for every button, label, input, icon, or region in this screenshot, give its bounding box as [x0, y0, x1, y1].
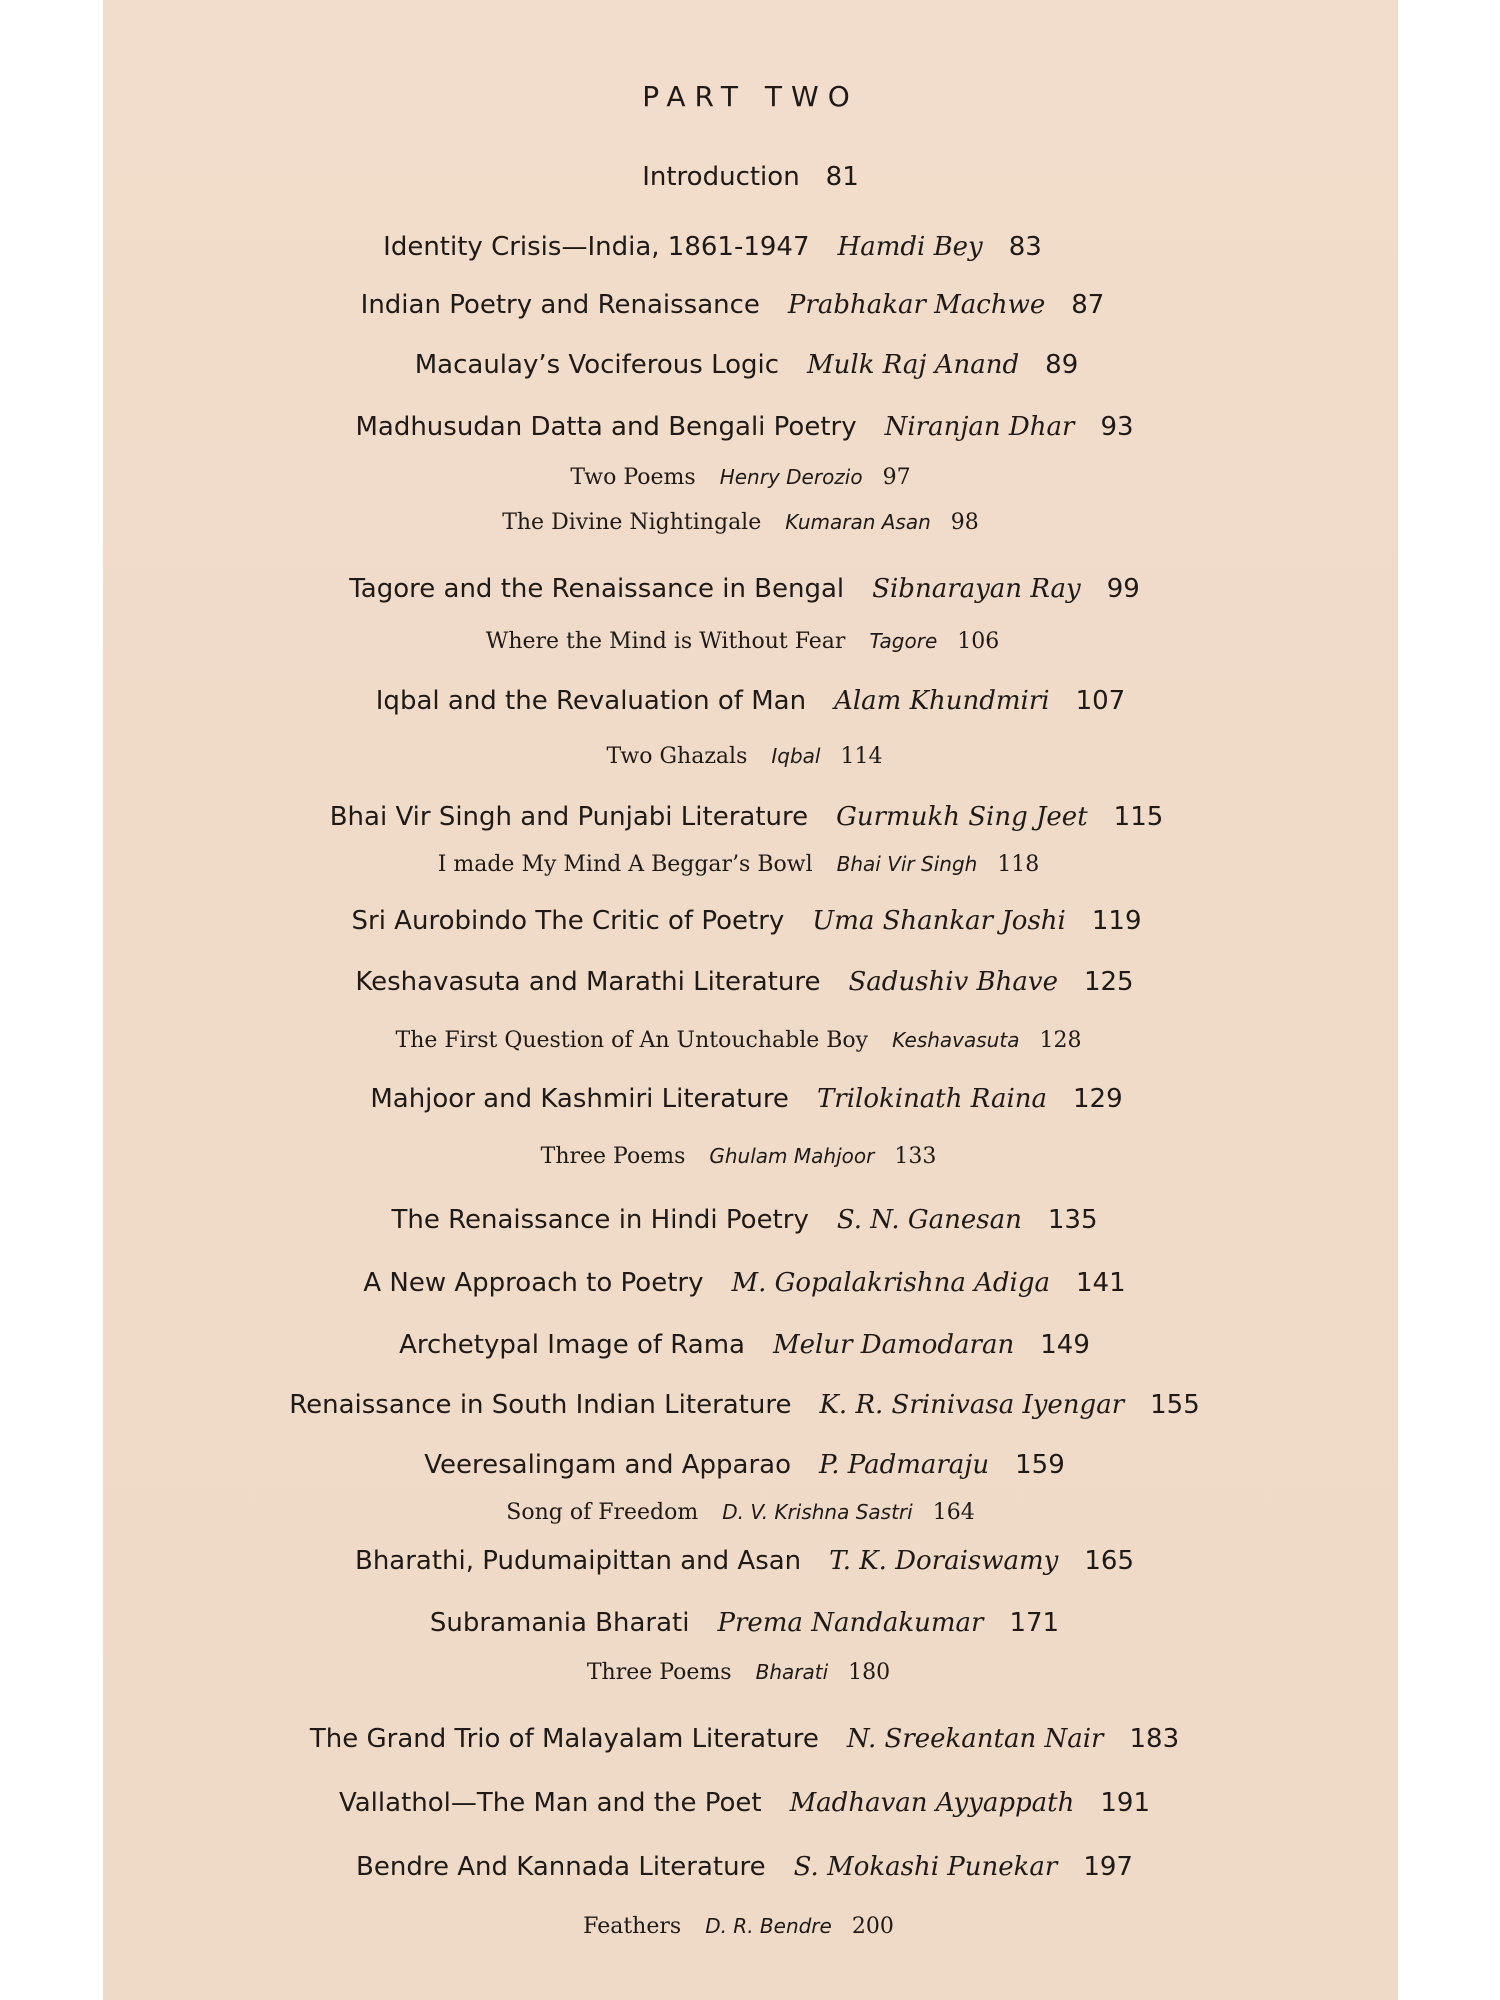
entry-title: Two Poems	[570, 465, 696, 490]
entry-author: Hamdi Bey	[837, 232, 983, 262]
entry-page: 165	[1084, 1546, 1135, 1576]
toc-entry	[97, 1330, 1392, 1360]
entry-title: Bhai Vir Singh and Punjabi Literature	[329, 802, 809, 832]
entry-page: 93	[1100, 412, 1134, 442]
toc-entry	[97, 1450, 1392, 1480]
entry-author: D. V. Krishna Sastri	[722, 1500, 913, 1524]
book-page	[103, 0, 1398, 2000]
entry-page: 191	[1100, 1788, 1150, 1818]
entry-author: Mulk Raj Anand	[807, 350, 1020, 380]
toc-entry	[97, 1268, 1392, 1298]
entry-page: 118	[997, 852, 1040, 877]
entry-author: Trilokinath Raina	[816, 1084, 1048, 1114]
entry-page: 114	[840, 744, 883, 769]
entry-author: M. Gopalakrishna Adiga	[731, 1268, 1050, 1298]
entry-author: Uma Shankar Joshi	[812, 906, 1066, 936]
entry-title: I made My Mind A Beggar’s Bowl	[437, 852, 813, 877]
toc-entry	[97, 744, 1392, 769]
entry-author: T. K. Doraiswamy	[829, 1546, 1059, 1576]
entry-title: Three Poems	[540, 1144, 686, 1169]
entry-author: Niranjan Dhar	[884, 412, 1075, 442]
entry-title: Sri Aurobindo The Critic of Poetry	[351, 906, 785, 936]
entry-author: Ghulam Mahjoor	[709, 1144, 875, 1168]
toc-entry	[97, 1205, 1392, 1235]
entry-title: Keshavasuta and Marathi Literature	[355, 967, 821, 997]
entry-author: K. R. Srinivasa Iyengar	[819, 1390, 1125, 1420]
entry-title: The Grand Trio of Malayalam Literature	[309, 1724, 819, 1754]
entry-author: Kumaran Asan	[785, 510, 931, 534]
entry-page: 125	[1083, 967, 1134, 997]
toc-entry	[97, 412, 1392, 442]
entry-page: 83	[1008, 232, 1042, 262]
entry-author: Tagore	[869, 629, 938, 653]
toc-entry	[91, 852, 1386, 877]
entry-page: 183	[1129, 1724, 1180, 1754]
entry-title: Madhusudan Datta and Bengali Poetry	[355, 412, 857, 442]
entry-page: 200	[851, 1914, 894, 1939]
entry-page: 149	[1040, 1330, 1090, 1360]
toc-entry	[91, 1914, 1386, 1939]
entry-title: Two Ghazals	[606, 744, 748, 769]
toc-entry	[99, 350, 1394, 380]
entry-page: 129	[1073, 1084, 1123, 1114]
entry-title: The First Question of An Untouchable Boy	[395, 1028, 869, 1053]
entry-author: P. Padmaraju	[818, 1450, 990, 1480]
toc-entry	[97, 1608, 1392, 1638]
toc-entry	[97, 574, 1392, 604]
entry-page: 159	[1015, 1450, 1065, 1480]
entry-title: Archetypal Image of Rama	[399, 1330, 745, 1360]
toc-entry	[91, 1660, 1386, 1685]
entry-author: Gurmukh Sing Jeet	[836, 802, 1088, 832]
toc-entry	[97, 967, 1392, 997]
entry-author: Sadushiv Bhave	[848, 967, 1058, 997]
entry-author: Bharati	[755, 1660, 829, 1684]
entry-page: 98	[950, 510, 979, 535]
entry-author: Prabhakar Machwe	[787, 290, 1046, 320]
entry-author: Henry Derozio	[719, 465, 863, 489]
entry-author: Bhai Vir Singh	[836, 852, 978, 876]
entry-page: 119	[1091, 906, 1142, 936]
entry-page: 97	[882, 465, 911, 490]
entry-author: N. Sreekantan Nair	[846, 1724, 1104, 1754]
entry-page: 197	[1083, 1852, 1133, 1882]
entry-author: Sibnarayan Ray	[872, 574, 1081, 604]
entry-title: Bharathi, Pudumaipittan and Asan	[354, 1546, 802, 1576]
entry-author: Keshavasuta	[892, 1028, 1020, 1052]
part-title: PART TWO	[642, 80, 859, 113]
toc-entry	[95, 629, 1390, 654]
toc-entry	[97, 1546, 1392, 1576]
entry-title: The Renaissance in Hindi Poetry	[391, 1205, 809, 1235]
entry-title: Mahjoor and Kashmiri Literature	[370, 1084, 789, 1114]
entry-title: Subramania Bharati	[429, 1608, 690, 1638]
entry-page: 164	[932, 1500, 975, 1525]
entry-page: 87	[1071, 290, 1105, 320]
entry-title: Macaulay’s Vociferous Logic	[414, 350, 780, 380]
entry-author: Alam Khundmiri	[834, 686, 1050, 716]
entry-page: 141	[1075, 1268, 1126, 1298]
entry-title: Iqbal and the Revaluation of Man	[375, 686, 807, 716]
toc-entry	[93, 465, 1388, 490]
entry-page: 135	[1047, 1205, 1098, 1235]
toc-entry	[97, 1390, 1392, 1420]
entry-title: Feathers	[583, 1914, 682, 1939]
entry-title: A New Approach to Poetry	[363, 1268, 704, 1298]
entry-page: 171	[1009, 1608, 1060, 1638]
toc-entry	[97, 1724, 1392, 1754]
entry-title: Bendre And Kannada Literature	[356, 1852, 766, 1882]
entry-title: Renaissance in South Indian Literature	[289, 1390, 792, 1420]
entry-title: Three Poems	[586, 1660, 732, 1685]
entry-title: Identity Crisis—India, 1861-1947	[383, 232, 810, 262]
toc-entry	[91, 1144, 1386, 1169]
entry-author: Prema Nandakumar	[717, 1608, 984, 1638]
entry-author: S. Mokashi Punekar	[793, 1852, 1058, 1882]
entry-author: Melur Damodaran	[773, 1330, 1015, 1360]
entry-page: 155	[1150, 1390, 1200, 1420]
toc-entry	[91, 1028, 1386, 1053]
entry-author: D. R. Bendre	[705, 1914, 832, 1938]
toc-entry	[99, 906, 1394, 936]
toc-entry	[99, 1084, 1394, 1114]
entry-author: S. N. Ganesan	[836, 1205, 1022, 1235]
entry-page: 107	[1075, 686, 1126, 716]
toc-entry	[97, 1788, 1392, 1818]
entry-author: Madhavan Ayyappath	[789, 1788, 1075, 1818]
toc-entry	[85, 290, 1380, 320]
toc-entry	[93, 1500, 1388, 1525]
entry-page: 99	[1106, 574, 1140, 604]
entry-title: Song of Freedom	[506, 1500, 699, 1525]
entry-page: 89	[1045, 350, 1079, 380]
entry-title: Introduction	[642, 162, 800, 192]
toc-entry	[103, 686, 1398, 716]
toc-entry	[99, 802, 1394, 832]
entry-page: 128	[1039, 1028, 1082, 1053]
entry-title: Tagore and the Renaissance in Bengal	[349, 574, 845, 604]
toc-entry	[93, 510, 1388, 535]
entry-page: 180	[848, 1660, 891, 1685]
entry-page: 115	[1113, 802, 1164, 832]
entry-page: 106	[957, 629, 1000, 654]
toc-entry	[97, 1852, 1392, 1882]
toc-entry	[65, 232, 1360, 262]
entry-title: Where the Mind is Without Fear	[485, 629, 846, 654]
entry-title: Indian Poetry and Renaissance	[360, 290, 760, 320]
toc-entry-introduction	[103, 162, 1398, 192]
entry-title: The Divine Nightingale	[502, 510, 762, 535]
entry-author: Iqbal	[771, 744, 821, 768]
entry-page: 133	[894, 1144, 937, 1169]
entry-page: 81	[825, 162, 859, 192]
entry-title: Veeresalingam and Apparao	[424, 1450, 791, 1480]
entry-title: Vallathol—The Man and the Poet	[338, 1788, 762, 1818]
